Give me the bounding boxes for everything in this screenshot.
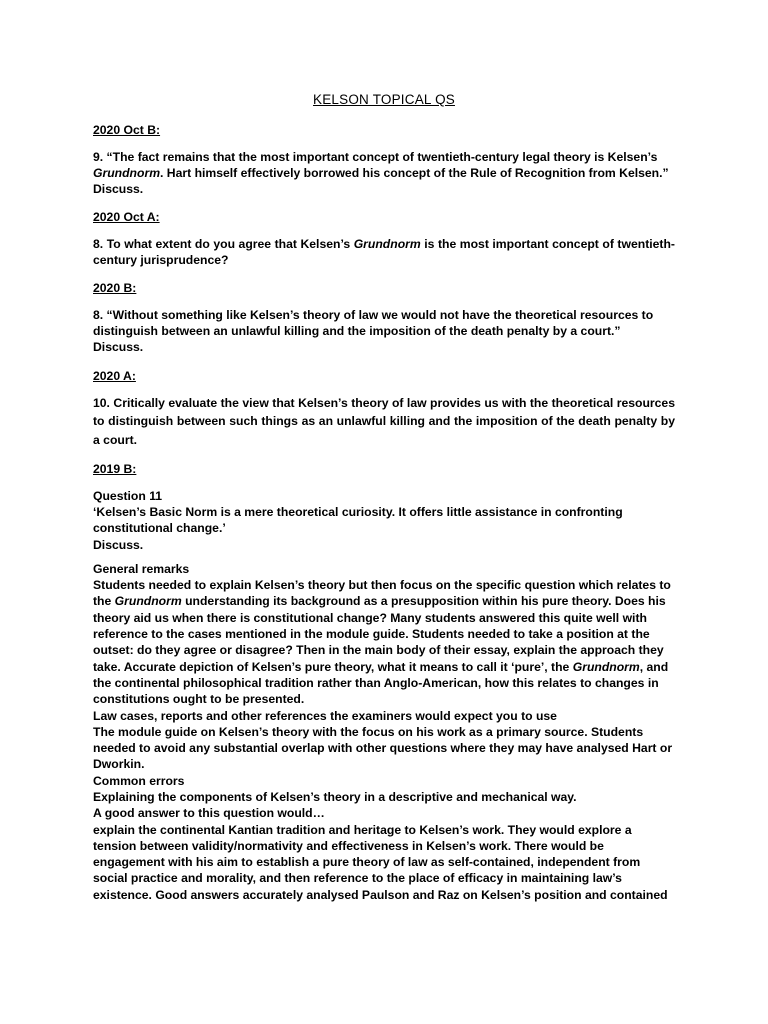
section-heading: 2020 A: xyxy=(93,368,136,383)
document-title: KELSON TOPICAL QS xyxy=(313,92,455,107)
law-cases: Law cases, reports and other references the examiners would expect you to use The module guide on Kelsen’s theory with the focus on his work as a primary source. Students needed to avoid any substantial overlap with other questions where they may have analysed Hart or Dworkin. xyxy=(93,708,675,773)
document-page xyxy=(93,92,675,903)
question-text: 8. “Without something like Kelsen’s theory of law we would not have the theoretical resources to distinguish between an unlawful killing and the imposition of the death penalty by a court.” Discuss. xyxy=(93,307,654,355)
section-heading: 2020 Oct B: xyxy=(93,123,161,138)
common-errors-label: Common errors xyxy=(93,773,185,788)
question-text: 9. “The fact remains that the most important concept of twentieth-century legal theory is Kelsen’s Grundnorm. Hart himself effectively borrowed his concept of the Rule of Recognition from Kelsen.” Discuss. xyxy=(93,149,669,197)
question-11: Question 11 ‘Kelsen’s Basic Norm is a mere theoretical curiosity. It offers little assistance in confronting constitutional change.’ Discuss. xyxy=(93,488,623,552)
common-errors: Common errors Explaining the components of Kelsen’s theory in a descriptive and mechanical way. xyxy=(93,773,675,806)
general-remarks-label: General remarks xyxy=(93,561,190,576)
law-cases-label: Law cases, reports and other references the examiners would expect you to use xyxy=(93,708,557,723)
good-answer: A good answer to this question would… explain the continental Kantian tradition and heritage to Kelsen’s work. They would explore a tension between validity/normativity and effectiveness in Kelsen’s work. There would be engagement with his aim to establish a pure theory of law as self-contained, independent from social practice and morality, and then reference to the place of efficacy in maintaining law’s existence. Good answers accurately analysed Paulson and Raz on Kelsen’s position and contained xyxy=(93,805,675,903)
section-heading: 2020 Oct A: xyxy=(93,210,160,225)
general-remarks: General remarks Students needed to explain Kelsen’s theory but then focus on the specific question which relates to the Grundnorm understanding its background as a presupposition within his pure theory. Does his theory aid us when there is constitutional change? Many students answered this quite well with reference to the cases mentioned in the module guide. Students needed to take a position at the outset: do they agree or disagree? Then in the main body of their essay, explain the approach they take. Accurate depiction of Kelsen’s pure theory, what it means to call it ‘pure’, the Grundnorm, and the continental philosophical tradition rather than Anglo-American, how this relates to changes in constitutions ought to be presented. xyxy=(93,561,675,708)
section-heading: 2019 B: xyxy=(93,462,137,477)
good-answer-label: A good answer to this question would… xyxy=(93,806,325,821)
question-text: 8. To what extent do you agree that Kelsen’s Grundnorm is the most important concept of twentieth-century jurisprudence? xyxy=(93,236,675,268)
question-text: 10. Critically evaluate the view that Kelsen’s theory of law provides us with the theoretical resources to distinguish between such things as an unlawful killing and the imposition of the death penalty by a court. xyxy=(93,395,675,447)
section-heading: 2020 B: xyxy=(93,281,137,296)
